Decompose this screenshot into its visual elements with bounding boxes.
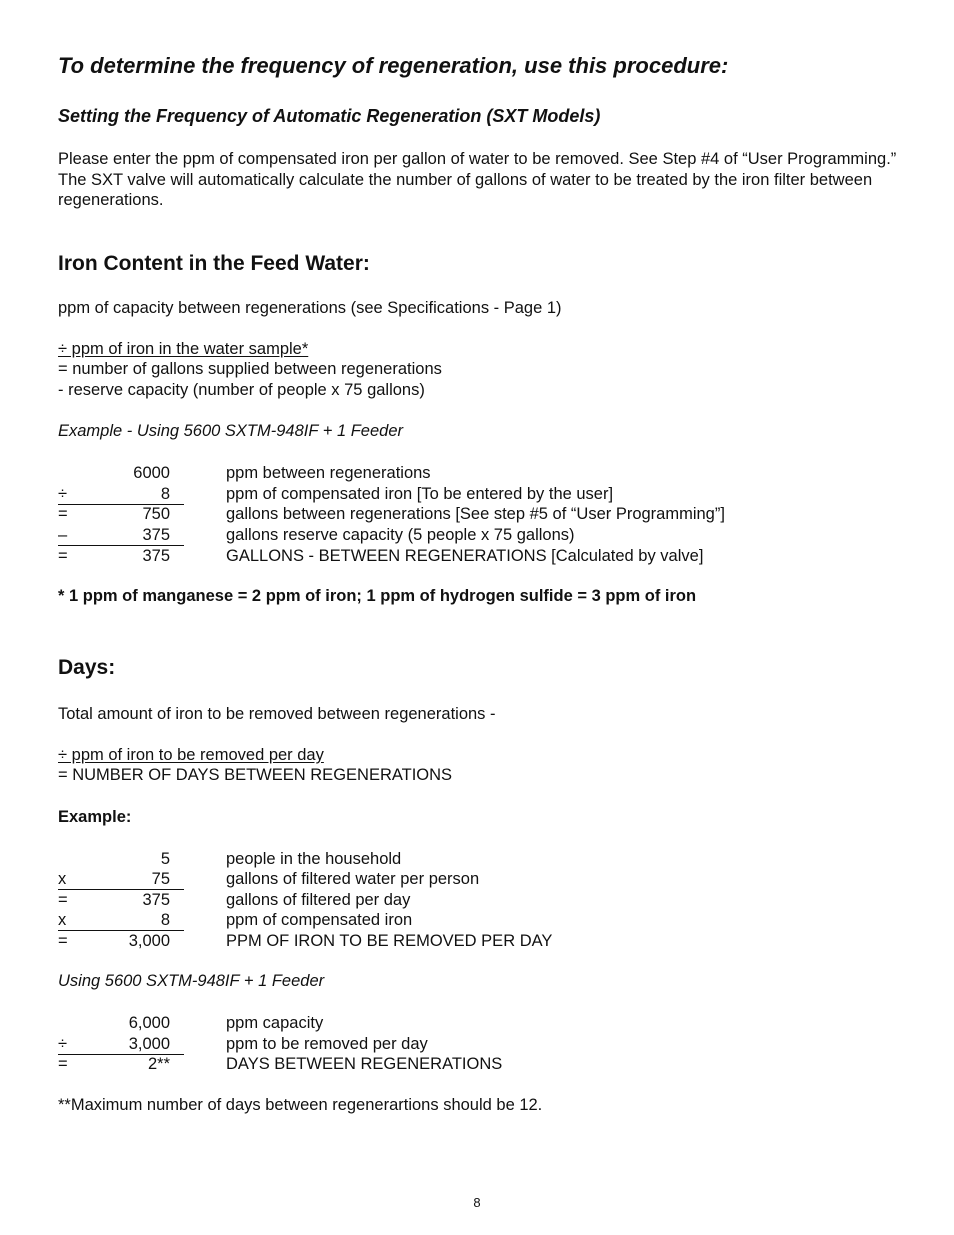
iron-formula-line: - reserve capacity (number of people x 75 gallons) (58, 381, 425, 399)
page-title: To determine the frequency of regeneration, use this procedure: (58, 53, 729, 78)
page-number: 8 (473, 1195, 481, 1210)
calc-row (58, 504, 818, 524)
calc-value: 3,000 (128, 932, 170, 950)
calc-value: 6,000 (128, 1014, 170, 1032)
iron-section-heading: Iron Content in the Feed Water: (58, 252, 370, 275)
calc-value: 375 (142, 547, 170, 565)
calc-value: 3,000 (128, 1035, 170, 1053)
calc-description: gallons between regenerations [See step #5 of “User Programming”] (226, 505, 725, 523)
calc-value: 5 (160, 850, 170, 868)
calc-row (58, 525, 818, 545)
calc-value: 750 (142, 505, 170, 523)
calc-operator: – (58, 526, 68, 544)
calc-operator: ÷ (58, 485, 68, 503)
calc-value: 8 (160, 911, 170, 929)
calc-operator: ÷ (58, 1035, 68, 1053)
iron-formula-line: ÷ ppm of iron in the water sample* (58, 340, 309, 358)
calc-row (58, 463, 818, 483)
calc-description: ppm of compensated iron [To be entered by the user] (226, 485, 614, 503)
calc-description: PPM OF IRON TO BE REMOVED PER DAY (226, 932, 553, 950)
intro-paragraph: Please enter the ppm of compensated iron per gallon of water to be removed. See Step #4 of “User Programming.” The SXT valve will automatically calculate the number of gallons of water to be treated by the iron filter between regenerations. (58, 150, 897, 209)
iron-footnote: * 1 ppm of manganese = 2 ppm of iron; 1 ppm of hydrogen sulfide = 3 ppm of iron (58, 587, 697, 605)
calc-description: gallons of filtered per day (226, 891, 411, 909)
days-footnote: **Maximum number of days between regenerartions should be 12. (58, 1096, 543, 1114)
calc-row (58, 546, 818, 566)
calc-value: 75 (151, 870, 170, 888)
calc-row (58, 1054, 818, 1074)
calc-operator: = (58, 547, 68, 565)
calc-description: ppm of compensated iron (226, 911, 413, 929)
calc-row (58, 849, 818, 869)
calc-description: people in the household (226, 850, 402, 868)
calc-value: 375 (142, 526, 170, 544)
calc-description: ppm to be removed per day (226, 1035, 428, 1053)
days-using-label: Using 5600 SXTM-948IF + 1 Feeder (58, 972, 325, 990)
calc-operator: = (58, 891, 68, 909)
calc-operator: = (58, 505, 68, 523)
calc-description: gallons reserve capacity (5 people x 75 gallons) (226, 526, 575, 544)
calc-row (58, 910, 818, 930)
calc-description: gallons of filtered water per person (226, 870, 480, 888)
iron-formula-line: ppm of capacity between regenerations (see Specifications - Page 1) (58, 299, 562, 317)
section-subtitle: Setting the Frequency of Automatic Regeneration (SXT Models) (58, 106, 601, 126)
calc-value: 2** (147, 1055, 170, 1073)
calc-row (58, 869, 818, 889)
calc-row (58, 1013, 818, 1033)
days-formula-line: ÷ ppm of iron to be removed per day (58, 746, 324, 764)
iron-example-label: Example - Using 5600 SXTM-948IF + 1 Feeder (58, 422, 403, 440)
calc-operator: = (58, 932, 68, 950)
calc-operator: = (58, 1055, 68, 1073)
calc-row (58, 931, 818, 951)
calc-row (58, 890, 818, 910)
calc-row (58, 484, 818, 504)
calc-description: GALLONS - BETWEEN REGENERATIONS [Calculated by valve] (226, 547, 704, 565)
calc-row (58, 1034, 818, 1054)
days-formula-line: Total amount of iron to be removed between regenerations - (58, 705, 496, 723)
days-example-label: Example: (58, 808, 132, 826)
calc-operator: x (58, 911, 67, 929)
calc-value: 8 (160, 485, 170, 503)
calc-value: 375 (142, 891, 170, 909)
days-formula-line: = NUMBER OF DAYS BETWEEN REGENERATIONS (58, 766, 453, 784)
calc-description: ppm capacity (226, 1014, 324, 1032)
days-section-heading: Days: (58, 656, 116, 679)
calc-operator: x (58, 870, 67, 888)
calc-description: ppm between regenerations (226, 464, 431, 482)
iron-formula-line: = number of gallons supplied between regenerations (58, 360, 442, 378)
calc-description: DAYS BETWEEN REGENERATIONS (226, 1055, 503, 1073)
calc-value: 6000 (133, 464, 170, 482)
